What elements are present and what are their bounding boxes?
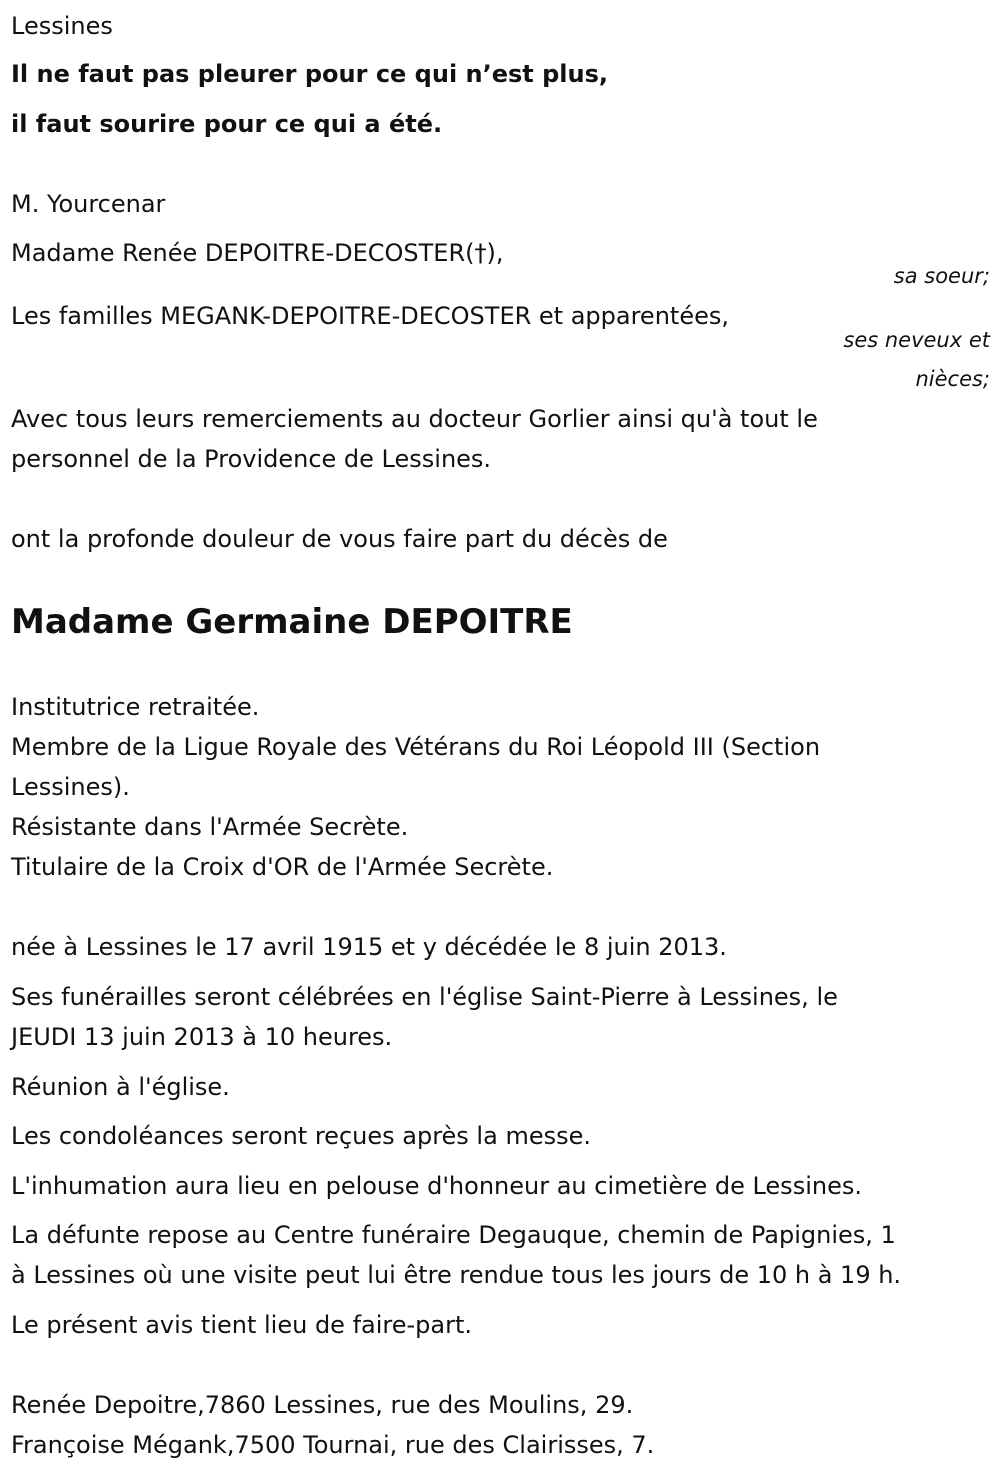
title-line: Institutrice retraitée.	[11, 693, 260, 721]
address-line: Renée Depoitre,7860 Lessines, rue des Moulins, 29.	[11, 1391, 634, 1419]
announcement-text: ont la profonde douleur de vous faire part du décès de	[11, 525, 668, 553]
title-line: Titulaire de la Croix d'OR de l'Armée Secrète.	[11, 853, 554, 881]
families-line: Les familles MEGANK-DEPOITRE-DECOSTER et apparentées,	[11, 302, 729, 330]
sister-name: Madame Renée DEPOITRE-DECOSTER(†),	[11, 239, 504, 267]
funeral-ceremony-line-1: Ses funérailles seront célébrées en l'église Saint-Pierre à Lessines, le	[11, 983, 838, 1011]
rest-location-line-1: La défunte repose au Centre funéraire Degauque, chemin de Papignies, 1	[11, 1221, 896, 1249]
rest-location-line-2: à Lessines où une visite peut lui être rendue tous les jours de 10 h à 19 h.	[11, 1261, 902, 1289]
deceased-name: Madame Germaine DEPOITRE	[11, 602, 573, 642]
city-label: Lessines	[11, 12, 113, 40]
thanks-line-1: Avec tous leurs remerciements au docteur Gorlier ainsi qu'à tout le	[11, 405, 818, 433]
title-line: Résistante dans l'Armée Secrète.	[11, 813, 409, 841]
condolences-text: Les condoléances seront reçues après la messe.	[11, 1122, 591, 1150]
notice-text: Le présent avis tient lieu de faire-part.	[11, 1311, 473, 1339]
sister-relation: sa soeur;	[893, 264, 990, 288]
title-line: Membre de la Ligue Royale des Vétérans du Roi Léopold III (Section	[11, 733, 821, 761]
families-relation-line-1: ses neveux et	[843, 328, 990, 352]
burial-text: L'inhumation aura lieu en pelouse d'honneur au cimetière de Lessines.	[11, 1172, 862, 1200]
meeting-text: Réunion à l'église.	[11, 1073, 230, 1101]
title-line: Lessines).	[11, 773, 130, 801]
quote-line-1: Il ne faut pas pleurer pour ce qui n’est plus,	[11, 60, 609, 88]
thanks-line-2: personnel de la Providence de Lessines.	[11, 445, 492, 473]
quote-line-2: il faut sourire pour ce qui a été.	[11, 110, 443, 138]
birth-death-dates: née à Lessines le 17 avril 1915 et y décédée le 8 juin 2013.	[11, 933, 727, 961]
funeral-ceremony-line-2: JEUDI 13 juin 2013 à 10 heures.	[11, 1023, 393, 1051]
families-relation-line-2: nièces;	[915, 367, 990, 391]
quote-author: M. Yourcenar	[11, 190, 166, 218]
address-line: Françoise Mégank,7500 Tournai, rue des Clairisses, 7.	[11, 1431, 655, 1459]
